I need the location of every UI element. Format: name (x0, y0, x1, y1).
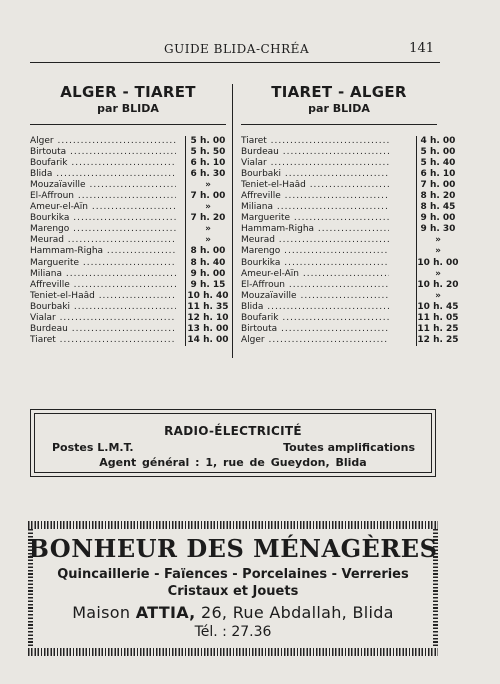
timetable-row (30, 334, 229, 346)
departure-time: 11 h. 25 (417, 323, 459, 334)
divider (30, 124, 226, 125)
departure-time: 4 h. 00 (416, 136, 459, 147)
station-name: Alger ..... (241, 335, 389, 346)
timetable-row (241, 257, 459, 269)
departure-time: » (416, 246, 459, 257)
shop-phone: Tél. : 27.36 (194, 624, 272, 640)
shop-address-line (28, 603, 438, 622)
station-name: Blida ..... (241, 302, 389, 313)
departure-time: 14 h. 00 (185, 335, 230, 346)
timetable-row (241, 213, 456, 224)
departure-time: 8 h. 00 (185, 246, 230, 257)
station-name: Blida ..... (30, 169, 176, 180)
page-number: 141 (409, 41, 434, 56)
timetable-row (30, 235, 226, 246)
departure-time: 9 h. 15 (185, 280, 230, 291)
shop-products-2: Cristaux et Jouets (167, 584, 299, 599)
timetable-row (30, 191, 226, 202)
station-name: Bourkika ..... (30, 213, 176, 224)
timetable-row (30, 180, 226, 191)
station-name: Affreville ..... (30, 280, 176, 291)
station-name: Ameur-el-Aïn ..... (30, 202, 176, 213)
departure-time: 5 h. 40 (416, 158, 459, 169)
timetable-row (30, 158, 226, 169)
departure-time: 5 h. 00 (416, 147, 459, 158)
station-name: Teniet-el-Haâd ..... (30, 291, 176, 302)
departure-time: 6 h. 30 (185, 169, 230, 180)
departure-time: 8 h. 45 (416, 202, 459, 213)
timetable-rows (30, 136, 229, 346)
timetable-row (241, 136, 456, 147)
station-name: Burdeau ..... (241, 147, 389, 158)
timetable-row (241, 169, 456, 180)
timetable-row (30, 290, 229, 302)
radio-advertisement (30, 409, 436, 477)
station-name: Birtouta ..... (241, 324, 389, 335)
departure-time: 9 h. 00 (416, 213, 459, 224)
departure-time: 8 h. 20 (416, 191, 459, 202)
station-name: Boufarik ..... (241, 313, 389, 324)
timetable-row (241, 334, 459, 346)
timetable-row (30, 280, 226, 291)
station-name: Vialar ..... (30, 313, 176, 324)
departure-time: 5 h. 50 (185, 147, 230, 158)
station-name: Marguerite ..... (30, 258, 176, 269)
timetable-row (30, 258, 226, 269)
station-name: Teniet-el-Haâd ..... (241, 180, 389, 191)
departure-time: 10 h. 40 (185, 291, 230, 302)
departure-time: 7 h. 00 (185, 191, 230, 202)
departure-time: » (185, 235, 230, 246)
timetable-subtitle: par BLIDA (97, 102, 159, 115)
maison-label: Maison (72, 603, 131, 622)
timetable-row (241, 235, 441, 246)
timetable-alger-tiaret (30, 83, 229, 345)
station-name: El-Affroun ..... (30, 191, 176, 202)
radio-ad-title: RADIO-ÉLECTRICITÉ (164, 424, 302, 438)
timetable-row (30, 312, 229, 324)
station-name: Tiaret ..... (30, 335, 176, 346)
station-name: Vialar ..... (241, 158, 389, 169)
station-name: Bourbaki ..... (241, 169, 389, 180)
timetable-row (241, 323, 459, 335)
decorative-border (28, 648, 438, 656)
station-name: Hammam-Righa ..... (241, 224, 389, 235)
station-name: Miliana ..... (30, 269, 176, 280)
departure-time: » (185, 202, 230, 213)
maison-name: ATTIA, (135, 603, 196, 622)
running-header (30, 40, 440, 63)
station-name: Marengo ..... (30, 224, 176, 235)
timetable-row (30, 224, 226, 235)
timetable-row (241, 312, 459, 324)
departure-time: 12 h. 10 (185, 313, 230, 324)
timetable-row (241, 224, 456, 235)
timetable-row (30, 136, 226, 147)
departure-time: 7 h. 00 (416, 180, 459, 191)
departure-time: 6 h. 10 (185, 158, 230, 169)
timetable-row (241, 268, 441, 280)
departure-time: » (185, 224, 230, 235)
departure-time: 11 h. 05 (417, 312, 459, 323)
departure-time: 10 h. 20 (417, 279, 459, 290)
station-name: Bourkika ..... (241, 258, 389, 269)
timetable-row (241, 147, 456, 158)
station-name: Ameur-el-Aïn ..... (241, 269, 389, 280)
departure-time: 5 h. 00 (185, 136, 230, 147)
station-name: Alger ..... (30, 136, 176, 147)
timetable-row (241, 180, 456, 191)
timetable-row (30, 323, 229, 335)
station-name: Birtouta ..... (30, 147, 176, 158)
timetable-row (30, 269, 226, 280)
departure-time: 9 h. 30 (416, 224, 459, 235)
station-name: Mouzaïaville ..... (241, 291, 389, 302)
departure-time: 11 h. 35 (185, 302, 230, 313)
departure-time: » (416, 235, 459, 246)
departure-time: 10 h. 45 (417, 301, 459, 312)
shop-products: Quincaillerie - Faïences - Porcelaines - Verreries (57, 567, 409, 582)
timetable-rows (241, 136, 459, 346)
shop-advertisement (28, 521, 438, 656)
timetable-title: TIARET - ALGER (271, 83, 407, 101)
station-name: Boufarik ..... (30, 158, 176, 169)
column-divider (232, 84, 233, 358)
station-name: Burdeau ..... (30, 324, 176, 335)
timetable-row (241, 301, 459, 313)
station-name: Meurad ..... (30, 235, 176, 246)
timetable-title: ALGER - TIARET (60, 83, 196, 101)
station-name: Miliana ..... (241, 202, 389, 213)
timetable-row (241, 191, 456, 202)
radio-ad-postes: Postes L.M.T. (52, 441, 134, 454)
station-name: Mouzaïaville ..... (30, 180, 176, 191)
ad-inner-frame (34, 413, 432, 473)
timetable-row (30, 169, 226, 180)
timetable-row (241, 279, 459, 291)
departure-time: » (185, 180, 230, 191)
timetable-tiaret-alger (241, 83, 459, 345)
shop-name: BONHEUR DES MÉNAGÈRES (28, 534, 438, 563)
radio-ad-amplifications: Toutes amplifications (283, 441, 415, 454)
timetable-row (30, 301, 229, 313)
station-name: Hammam-Righa ..... (30, 246, 176, 257)
departure-time: 6 h. 10 (416, 169, 459, 180)
timetable-row (241, 290, 441, 302)
departure-time: 12 h. 25 (417, 334, 459, 345)
timetable-row (30, 147, 226, 158)
radio-ad-agent: Agent général : 1, rue de Gueydon, Blida (99, 456, 367, 469)
station-name: Tiaret ..... (241, 136, 389, 147)
divider (241, 124, 437, 125)
timetable-row (30, 202, 226, 213)
timetable-row (30, 213, 226, 224)
departure-time: 9 h. 00 (185, 269, 230, 280)
station-name: El-Affroun ..... (241, 280, 389, 291)
timetable-subtitle: par BLIDA (308, 102, 370, 115)
station-name: Marguerite ..... (241, 213, 389, 224)
departure-time: 13 h. 00 (185, 324, 230, 335)
station-name: Bourbaki ..... (30, 302, 176, 313)
timetable-row (30, 246, 226, 257)
departure-time: » (416, 291, 459, 302)
timetable-row (241, 246, 441, 257)
station-name: Meurad ..... (241, 235, 389, 246)
shop-address: 26, Rue Abdallah, Blida (200, 603, 394, 622)
departure-time: 7 h. 20 (185, 213, 230, 224)
station-name: Marengo ..... (241, 246, 389, 257)
departure-time: » (416, 269, 459, 280)
timetable-row (241, 158, 456, 169)
decorative-border (28, 521, 438, 529)
departure-time: 10 h. 00 (417, 257, 459, 268)
guide-title: GUIDE BLIDA-CHRÉA (164, 42, 310, 56)
departure-time: 8 h. 40 (185, 258, 230, 269)
timetable-row (241, 202, 456, 213)
station-name: Affreville ..... (241, 191, 389, 202)
